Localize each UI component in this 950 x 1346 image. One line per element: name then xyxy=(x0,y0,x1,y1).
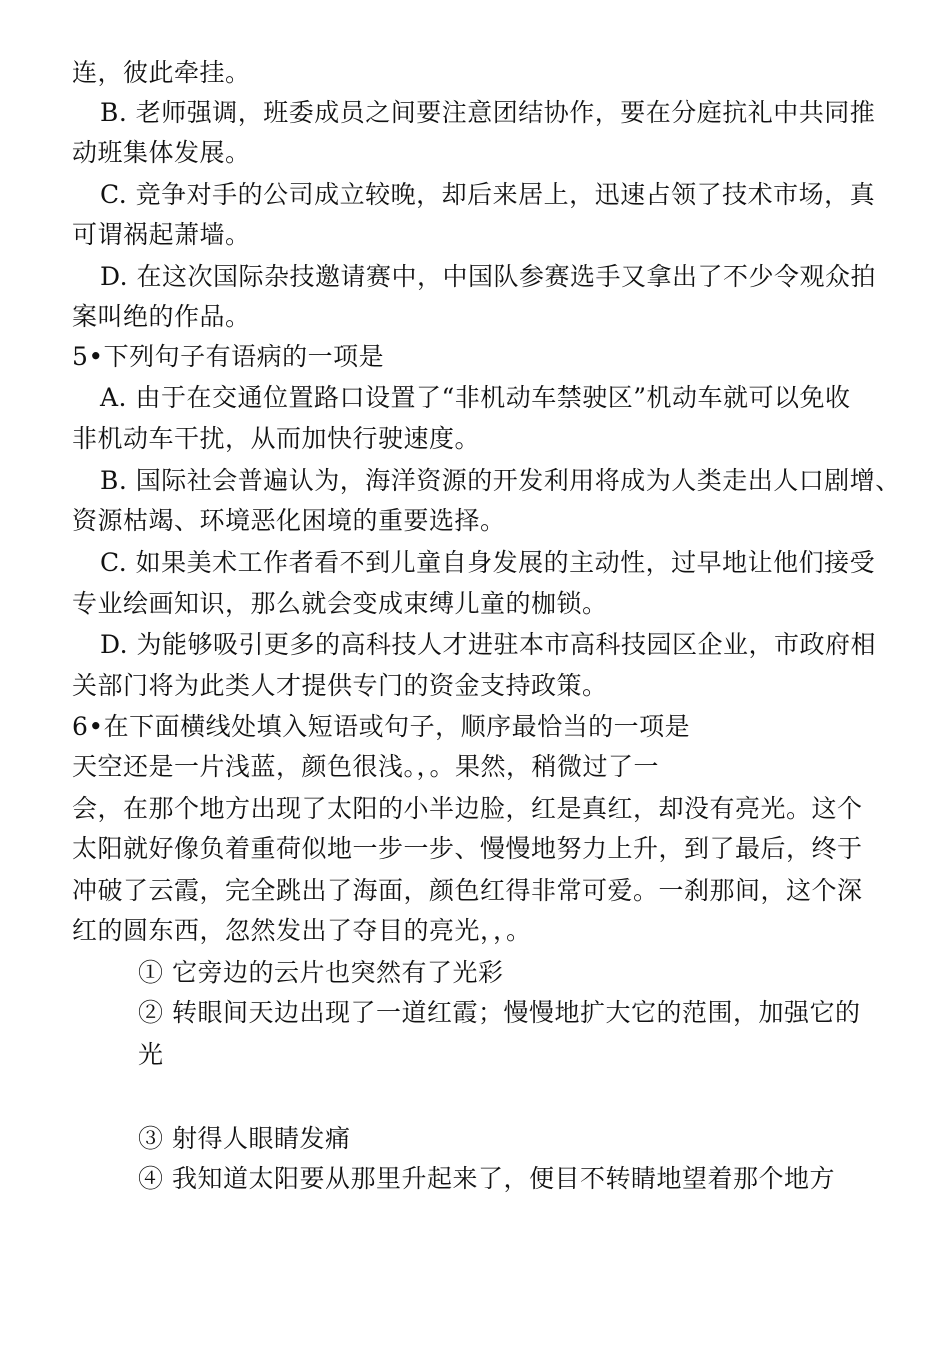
q5-option-d-line1: D. 为能够吸引更多的高科技人才进驻本市高科技园区企业，市政府相 xyxy=(100,630,877,659)
q6-choice-1: ① 它旁边的云片也突然有了光彩 xyxy=(138,958,504,987)
q6-choice-2-line2: 光 xyxy=(138,1040,164,1069)
q4-option-c-line2: 可谓祸起萧墙。 xyxy=(72,220,251,249)
q4-option-d-line1: D. 在这次国际杂技邀请赛中，中国队参赛选手又拿出了不少令观众拍 xyxy=(100,262,877,291)
q5-stem: 5•下列句子有语病的一项是 xyxy=(72,342,385,371)
q6-stem: 6•在下面横线处填入短语或句子，顺序最恰当的一项是 xyxy=(72,712,691,741)
q5-option-b-line1: B. 国际社会普遍认为，海洋资源的开发利用将成为人类走出人口剧增、 xyxy=(100,466,901,495)
q5-option-a-line1: A. 由于在交通位置路口设置了“非机动车禁驶区”机动车就可以免收 xyxy=(100,383,851,412)
q6-passage-line3: 太阳就好像负着重荷似地一步一步、慢慢地努力上升，到了最后，终于 xyxy=(72,834,863,863)
q6-choice-2-line1: ② 转眼间天边出现了一道红霞；慢慢地扩大它的范围，加强它的 xyxy=(138,998,861,1027)
q4-option-a-tail: 连，彼此牵挂。 xyxy=(72,58,251,87)
q5-option-d-line2: 关部门将为此类人才提供专门的资金支持政策。 xyxy=(72,671,608,700)
q5-option-c-line1: C. 如果美术工作者看不到儿童自身发展的主动性，过早地让他们接受 xyxy=(100,548,876,577)
q6-choice-3: ③ 射得人眼睛发痛 xyxy=(138,1124,351,1153)
q6-passage-line5: 红的圆东西，忽然发出了夺目的亮光，，。 xyxy=(72,916,532,945)
q6-passage-line2: 会，在那个地方出现了太阳的小半边脸，红是真红，却没有亮光。这个 xyxy=(72,794,863,823)
q6-choice-4: ④ 我知道太阳要从那里升起来了，便目不转睛地望着那个地方 xyxy=(138,1164,835,1193)
q6-passage-line1: 天空还是一片浅蓝，颜色很浅。，。果然，稍微过了一 xyxy=(72,752,660,781)
q5-option-c-line2: 专业绘画知识，那么就会变成束缚儿童的枷锁。 xyxy=(72,589,608,618)
q4-option-d-line2: 案叫绝的作品。 xyxy=(72,302,251,331)
q6-passage-line4: 冲破了云霞，完全跳出了海面，颜色红得非常可爱。一刹那间，这个深 xyxy=(72,876,863,905)
q4-option-c-line1: C. 竞争对手的公司成立较晚，却后来居上，迅速占领了技术市场，真 xyxy=(100,180,876,209)
q4-option-b-line1: B. 老师强调，班委成员之间要注意团结协作，要在分庭抗礼中共同推 xyxy=(100,98,876,127)
q4-option-b-line2: 动班集体发展。 xyxy=(72,138,251,167)
q5-option-a-line2: 非机动车干扰，从而加快行驶速度。 xyxy=(72,424,481,453)
q5-option-b-line2: 资源枯竭、环境恶化困境的重要选择。 xyxy=(72,506,506,535)
